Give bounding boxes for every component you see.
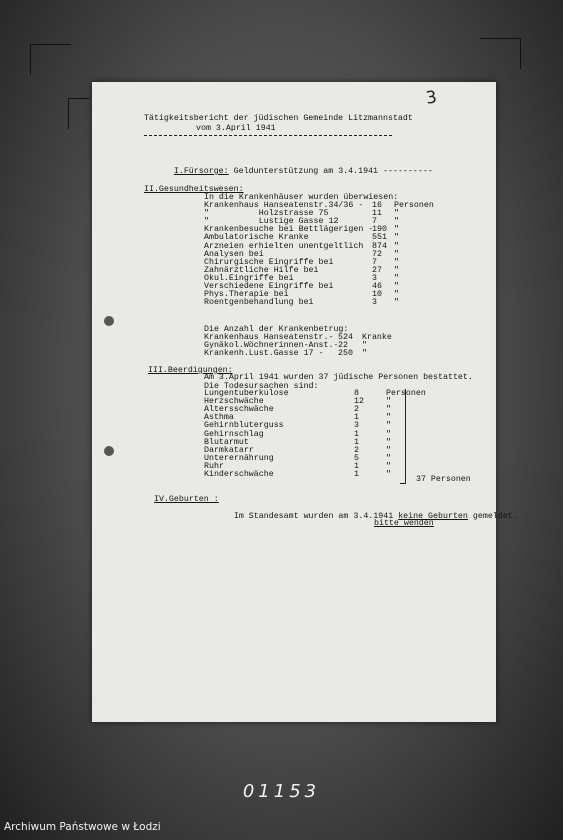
health-row-unit: "	[394, 273, 399, 283]
health-row-unit: "	[394, 257, 399, 267]
section-heading: II.Gesundheitswesen:	[144, 185, 244, 194]
health-row-value: 3	[372, 298, 377, 308]
causes-intro: Die Todesursachen sind:	[204, 382, 319, 391]
health-row-unit: "	[394, 209, 399, 219]
health-row-label: Krankenbesuche bei Bettlägerigen -	[204, 225, 374, 235]
health-row-unit: "	[394, 249, 399, 259]
frame-corner-mark	[68, 98, 89, 129]
cause-row-label: Gehirnbluterguss	[204, 421, 284, 431]
births-text-part: Im Standesamt wurden am 3.4.1941	[233, 512, 399, 521]
cause-row-unit: "	[386, 453, 391, 463]
title-separator	[144, 135, 392, 136]
cause-row-unit: "	[386, 445, 391, 455]
health-row-label: Okul.Eingriffe bei	[204, 273, 294, 283]
total-bracket	[400, 389, 406, 484]
health-row-label: Krankenhaus Hanseatenstr.34/36 -	[204, 201, 364, 210]
health-row-value: 72	[372, 249, 382, 259]
cause-row-unit: "	[386, 421, 391, 431]
punch-hole	[104, 316, 114, 326]
health-row-unit: Personen	[394, 201, 434, 210]
cause-row-unit: "	[386, 470, 391, 479]
cause-row-value: 3	[354, 421, 359, 431]
document-page	[92, 82, 518, 722]
health-row-unit: "	[394, 233, 399, 243]
health-row-value: 7	[372, 257, 377, 267]
births-text-emphasis: keine Geburten	[398, 512, 468, 521]
health-row-label: Analysen bei	[204, 249, 264, 259]
health-row-value: 46	[372, 282, 382, 291]
cause-row-label: Unterernährung	[204, 453, 274, 463]
archive-label: Archiwum Państwowe w Łodzi	[4, 821, 161, 833]
health-row-value: 10	[372, 290, 382, 300]
health-row-label: " Lustige Gasse 12	[204, 217, 339, 227]
health-row-value: 27	[372, 265, 382, 275]
health-row-value: 16	[372, 201, 382, 210]
health-row-value: 11	[372, 209, 382, 219]
health-row-label: Verschiedene Eingriffe bei	[204, 282, 334, 291]
health-row-unit: "	[394, 290, 399, 300]
patient-row-unit: Kranke	[362, 333, 392, 342]
patient-row-value: 250	[338, 349, 353, 359]
cause-row-value: 12	[354, 397, 364, 407]
births-text	[204, 503, 518, 530]
frame-corner-mark	[480, 38, 521, 69]
cause-row-label: Herzschwäche	[204, 397, 264, 407]
health-row-value: 190	[372, 225, 387, 235]
cause-row-unit: "	[386, 461, 391, 471]
section-heading: IV.Geburten :	[154, 495, 219, 504]
patient-row-label: Krankenhaus Hanseatenstr.-	[204, 333, 334, 342]
cause-row-label: Asthma	[204, 413, 234, 423]
section-fuersorge	[144, 158, 433, 185]
health-row-unit: "	[394, 225, 399, 235]
cause-row-value: 2	[354, 445, 359, 455]
cause-row-unit: "	[386, 397, 391, 407]
health-row-label: Ambulatorische Kranke	[204, 233, 309, 243]
cause-row-value: 1	[354, 429, 359, 439]
cause-row-label: Lungentuberkulose	[204, 389, 289, 398]
health-row-unit: "	[394, 217, 399, 227]
cause-row-unit: "	[386, 413, 391, 423]
section-intro: In die Krankenhäuser wurden überwiesen:	[204, 193, 399, 202]
patient-row-unit: "	[362, 341, 367, 351]
health-row-label: Roentgenbehandlung bei	[204, 298, 314, 308]
patient-row-label: Gynäkol.Wöchnerinnen-Anst.-	[204, 341, 339, 351]
health-row-unit: "	[394, 241, 399, 251]
section-heading: I.Fürsorge:	[173, 167, 229, 176]
births-text-part: gemeldet.	[467, 512, 518, 521]
patients-intro: Die Anzahl der Krankenbetrug:	[204, 325, 349, 334]
patient-row-unit: "	[362, 349, 367, 359]
patient-row-label: Krankenh.Lust.Gasse 17 -	[204, 349, 324, 359]
frame-corner-mark	[30, 44, 71, 75]
health-row-value: 551	[372, 233, 387, 243]
cause-row-value: 8	[354, 389, 359, 398]
cause-row-label: Kinderschwäche	[204, 470, 274, 479]
cause-row-label: Altersschwäche	[204, 405, 274, 415]
cause-row-label: Darmkatarr	[204, 445, 254, 455]
health-row-label: Phys.Therapie bei	[204, 290, 289, 300]
cause-row-unit: "	[386, 405, 391, 415]
health-row-value: 874	[372, 241, 387, 251]
health-row-value: 3	[372, 273, 377, 283]
cause-row-value: 1	[354, 437, 359, 447]
cause-row-value: 1	[354, 470, 359, 479]
frame-number: 01153	[242, 781, 321, 802]
cause-row-unit: "	[386, 429, 391, 439]
patient-row-value: 524	[338, 333, 353, 342]
health-row-label: Chirurgische Eingriffe bei	[204, 257, 334, 267]
cause-row-label: Ruhr	[204, 461, 224, 471]
burial-intro: Am 3.April 1941 wurden 37 jüdische Personen bestattet.	[204, 373, 473, 382]
causes-total: 37 Personen	[416, 475, 471, 484]
cause-row-unit: Personen	[386, 389, 426, 398]
health-row-label: " Holzstrasse 75	[204, 209, 329, 219]
health-row-unit: "	[394, 265, 399, 275]
cause-row-label: Blutarmut	[204, 437, 249, 447]
cause-row-value: 2	[354, 405, 359, 415]
health-row-unit: "	[394, 282, 399, 291]
cause-row-value: 5	[354, 453, 359, 463]
health-row-label: Arzneien erhielten unentgeltlich	[204, 241, 364, 251]
closing-note: bitte wenden	[374, 519, 434, 528]
cause-row-label: Gehirnschlag	[204, 429, 264, 439]
health-row-unit: "	[394, 298, 399, 308]
health-row-value: 7	[372, 217, 377, 227]
patient-row-value: 22	[338, 341, 348, 351]
cause-row-unit: "	[386, 437, 391, 447]
cause-row-value: 1	[354, 413, 359, 423]
health-row-label: Zahnärztliche Hilfe bei	[204, 265, 319, 275]
cause-row-value: 1	[354, 461, 359, 471]
section-text: Geldunterstützung am 3.4.1941 ----------	[233, 167, 433, 176]
report-date: vom 3.April 1941	[196, 124, 276, 133]
section-heading: III.Beerdigungen:	[148, 366, 233, 375]
page-number: 3	[424, 87, 439, 109]
punch-hole	[104, 446, 114, 456]
report-title: Tätigkeitsbericht der jüdischen Gemeinde Litzmannstadt	[144, 114, 413, 123]
